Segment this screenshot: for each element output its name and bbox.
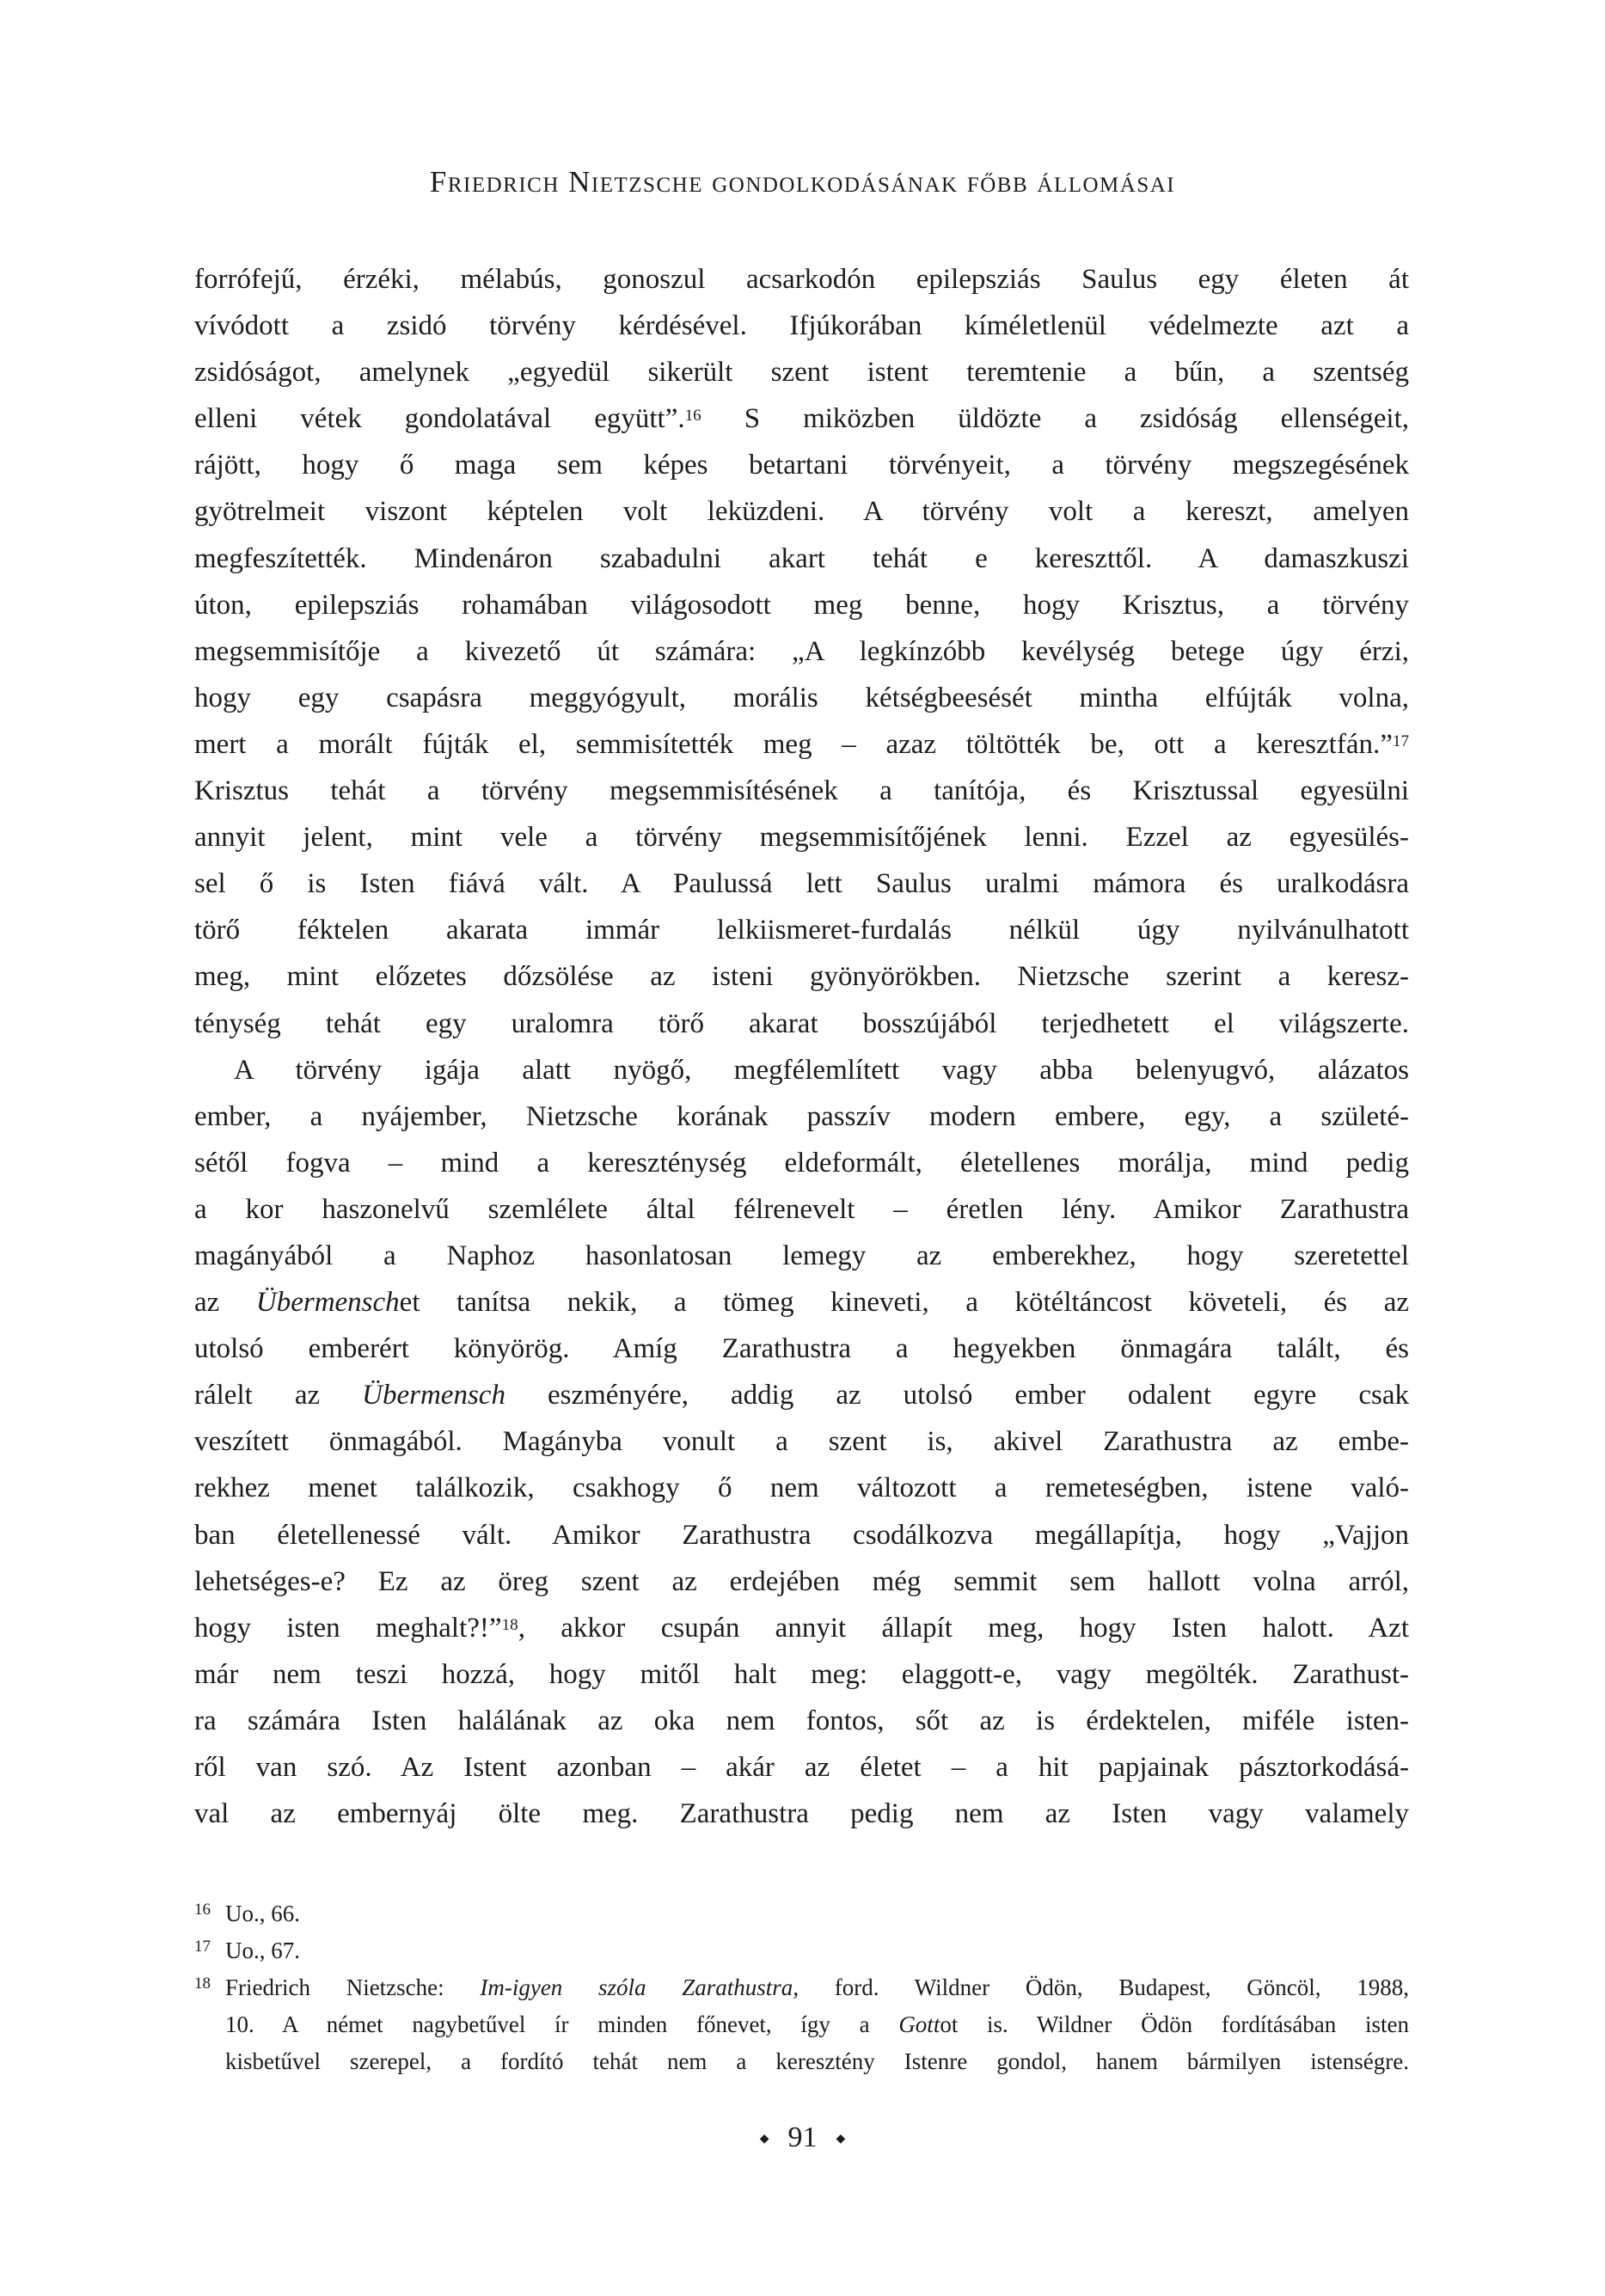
page-footer	[0, 2121, 1605, 2160]
footnote-number: 17	[194, 1938, 211, 1956]
footnote-text	[225, 1969, 1409, 2080]
footnote	[194, 1969, 1409, 2080]
body-line: magányából a Naphoz hasonlatosan lemegy az emberekhez, hogy szeretettel	[194, 1240, 1409, 1271]
body-line: gyötrelmeit viszont képtelen volt leküzdeni. A törvény volt a kereszt, amelyen	[194, 496, 1409, 528]
footnote-line: 10. A német nagybetűvel ír minden főnevet, így a Gottot is. Wildner Ödön fordításában isten	[225, 2011, 1409, 2037]
page-number: 91	[787, 2122, 818, 2153]
body-line: ember, a nyájember, Nietzsche korának passzív modern embere, egy, a születé-	[194, 1100, 1409, 1132]
footnote	[194, 1895, 1409, 1932]
body-line: Krisztus tehát a törvény megsemmisítésének a tanítója, és Krisztussal egyesülni	[194, 775, 1409, 807]
body-line: A törvény igája alatt nyögő, megfélemlített vagy abba belenyugvó, alázatos	[234, 1054, 1409, 1086]
footnote-number: 18	[194, 1975, 211, 1993]
body-line: hogy egy csapásra meggyógyult, morális kétségbeesését mintha elfújták volna,	[194, 682, 1409, 713]
body-line: a kor haszonelvű szemlélete által félrenevelt – éretlen lény. Amikor Zarathustra	[194, 1193, 1409, 1225]
body-line: mert a morált fújták el, semmisítették meg – azaz töltötték be, ott a keresztfán.”$^{17}$	[194, 728, 1409, 760]
footnote	[194, 1932, 1409, 1969]
body-line: val az embernyáj ölte meg. Zarathustra pedig nem az Isten vagy valamely	[194, 1798, 1409, 1830]
body-line: az Übermenschet tanítsa nekik, a tömeg kineveti, a kötéltáncost követeli, és az	[194, 1287, 1410, 1319]
body-line: vívódott a zsidó törvény kérdésével. Ifjúkorában kíméletlenül védelmezte azt a	[194, 310, 1409, 342]
body-line: már nem teszi hozzá, hogy mitől halt meg: elaggott-e, vagy megölték. Zarathust-	[194, 1658, 1409, 1690]
running-header: Friedrich Nietzsche gondolkodásának főbb állomásai	[429, 165, 1176, 199]
footnotes-block	[194, 1895, 1409, 2080]
footnote-text	[225, 1895, 1409, 1932]
body-text-block	[194, 256, 1409, 1837]
body-line: rájött, hogy ő maga sem képes betartani törvényeit, a törvény megszegésének	[194, 450, 1409, 481]
body-line: úton, epilepsziás rohamában világosodott meg benne, hogy Krisztus, a törvény	[194, 589, 1409, 621]
footer-ornament-right: ◆	[836, 2132, 846, 2146]
footnote-line: kisbetűvel szerepel, a fordító tehát nem a keresztény Istenre gondol, hanem bármilyen istenségre.	[225, 2048, 1409, 2074]
footnote-line: Uo., 66.	[225, 1901, 300, 1926]
body-line: utolsó emberért könyörög. Amíg Zarathustra a hegyekben önmagára talált, és	[194, 1333, 1409, 1365]
body-line: zsidóságot, amelynek „egyedül sikerült szent istent teremtenie a bűn, a szentség	[194, 357, 1409, 389]
body-line: megsemmisítője a kivezető út számára: „A legkínzóbb kevélység betege úgy érzi,	[194, 635, 1409, 667]
footnote-line: Uo., 67.	[225, 1938, 300, 1963]
body-line: rálelt az Übermensch eszményére, addig az utolsó ember odalent egyre csak	[194, 1380, 1409, 1411]
body-line: ről van szó. Az Istent azonban – akár az életet – a hit papjainak pásztorkodásá-	[194, 1752, 1409, 1783]
body-line: törő féktelen akarata immár lelkiismeret-furdalás nélkül úgy nyilvánulhatott	[194, 915, 1409, 946]
body-line: veszített önmagából. Magányba vonult a szent is, akivel Zarathustra az embe-	[194, 1426, 1409, 1458]
body-line: elleni vétek gondolatával együtt”.$^{16}$ S miközben üldözte a zsidóság ellenségeit,	[194, 403, 1410, 435]
footnote-text	[225, 1932, 1409, 1969]
body-line: meg, mint előzetes dőzsölése az isteni gyönyörökben. Nietzsche szerint a keresz-	[194, 961, 1409, 993]
body-line: hogy isten meghalt?!”$^{18}$, akkor csupán annyit állapít meg, hogy Isten halott. Azt	[194, 1612, 1409, 1644]
footnote-line: Friedrich Nietzsche: Im-igyen szóla Zarathustra, ford. Wildner Ödön, Budapest, Göncöl, 1988,	[225, 1975, 1409, 2000]
footer-ornament-left: ◆	[759, 2132, 769, 2146]
body-line: ban életellenessé vált. Amikor Zarathustra csodálkozva megállapítja, hogy „Vajjon	[194, 1519, 1409, 1551]
body-line: megfeszítették. Mindenáron szabadulni akart tehát e kereszttől. A damaszkuszi	[194, 542, 1409, 574]
body-line: sétől fogva – mind a kereszténység eldeformált, életellenes morálja, mind pedig	[194, 1147, 1409, 1179]
footnote-number: 16	[194, 1901, 211, 1919]
body-line: rekhez menet találkozik, csakhogy ő nem változott a remeteségben, istene való-	[194, 1473, 1409, 1504]
body-line: annyit jelent, mint vele a törvény megsemmisítőjének lenni. Ezzel az egyesülés-	[194, 822, 1409, 854]
body-line: ra számára Isten halálának az oka nem fontos, sőt az is érdektelen, miféle isten-	[194, 1705, 1409, 1736]
body-line: forrófejű, érzéki, mélabús, gonoszul acsarkodón epilepsziás Saulus egy életen át	[194, 264, 1409, 295]
body-line: lehetséges-e? Ez az öreg szent az erdejében még semmit sem hallott volna arról,	[194, 1565, 1409, 1597]
body-line: sel ő is Isten fiává vált. A Paulussá lett Saulus uralmi mámora és uralkodásra	[194, 868, 1409, 900]
body-line: ténység tehát egy uralomra törő akarat bosszújából terjedhetett el világszerte.	[194, 1007, 1409, 1039]
